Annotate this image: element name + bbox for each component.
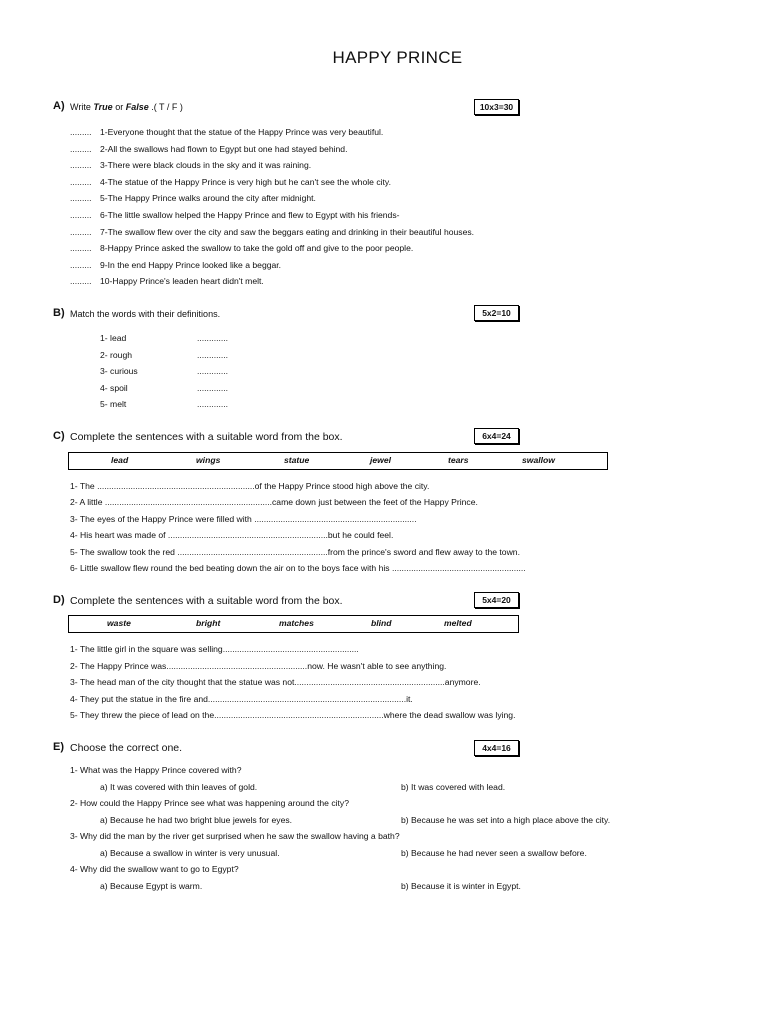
fill-blank-sentence: 4- They put the statue in the fire and...................................................................................it. — [70, 693, 413, 704]
question: 1- What was the Happy Prince covered with? — [70, 765, 242, 775]
answer-blank: ............. — [197, 349, 229, 360]
section-a-instruction — [70, 102, 183, 112]
word-box-word: matches — [279, 618, 314, 628]
page-title: HAPPY PRINCE — [332, 48, 463, 67]
word-box-word: lead — [111, 455, 129, 465]
answer-blank: ......... — [70, 160, 92, 171]
word-box-word: melted — [444, 618, 472, 628]
instr-false: False — [125, 102, 149, 112]
answer-blank: ......... — [70, 226, 92, 237]
question: 2- How could the Happy Prince see what was happening around the city? — [70, 798, 349, 808]
true-false-statement: 5-The Happy Prince walks around the city after midnight. — [100, 193, 316, 204]
fill-blank-sentence: 4- His heart was made of ...................................................................but he could feel. — [70, 530, 394, 541]
section-d-letter: D) — [53, 594, 65, 606]
section-d-word-box — [68, 615, 519, 633]
true-false-statement: 6-The little swallow helped the Happy Prince and flew to Egypt with his friends- — [100, 210, 400, 220]
question: 4- Why did the swallow want to go to Egypt? — [70, 864, 239, 874]
word-box-word: wings — [196, 455, 221, 465]
match-word: 1- lead — [100, 333, 127, 343]
section-b-score: 5x2=10 — [474, 305, 519, 321]
word-box-word: statue — [284, 455, 310, 465]
true-false-statement: 3-There were black clouds in the sky and it was raining. — [100, 160, 312, 171]
answer-blank: ......... — [70, 243, 92, 254]
answer-blank: ............. — [197, 382, 229, 393]
section-d-score: 5x4=20 — [474, 592, 519, 608]
section-c-instruction: Complete the sentences with a suitable word from the box. — [70, 431, 343, 443]
answer-blank: ......... — [70, 193, 92, 204]
option-a: a) Because he had two bright blue jewels for eyes. — [100, 814, 293, 825]
option-a: a) Because Egypt is warm. — [100, 880, 203, 891]
answer-blank: ......... — [70, 143, 92, 154]
instr-or: or — [112, 102, 126, 112]
section-a-score: 10x3=30 — [474, 99, 519, 115]
true-false-statement: 9-In the end Happy Prince looked like a beggar. — [100, 259, 282, 270]
answer-blank: ............. — [197, 333, 229, 343]
word-box-word: jewel — [370, 455, 392, 465]
word-box-word: waste — [107, 618, 131, 628]
true-false-statement: 8-Happy Prince asked the swallow to take the gold off and give to the poor people. — [100, 243, 414, 254]
fill-blank-sentence: 5- They threw the piece of lead on the.......................................................................where the dead swallow was lying. — [70, 710, 516, 721]
section-e-instruction: Choose the correct one. — [70, 742, 183, 754]
answer-blank: ......... — [70, 127, 92, 137]
option-a: a) It was covered with thin leaves of gold. — [100, 781, 258, 792]
instr-tf: .( T / F ) — [148, 102, 183, 112]
option-b: b) It was covered with lead. — [401, 781, 506, 792]
answer-blank: ............. — [197, 399, 229, 409]
answer-blank: ............. — [197, 366, 229, 376]
option-b: b) Because he had never seen a swallow before. — [401, 847, 587, 858]
section-b-letter: B) — [53, 307, 65, 319]
section-c-word-box — [68, 452, 608, 470]
question: 3- Why did the man by the river get surprised when he saw the swallow having a bath? — [70, 831, 400, 841]
true-false-statement: 4-The statue of the Happy Prince is very high but he can't see the whole city. — [100, 176, 391, 187]
word-box-word: blind — [371, 618, 392, 628]
fill-blank-sentence: 1- The little girl in the square was selling......................................................... — [70, 644, 359, 654]
match-word: 5- melt — [100, 399, 127, 409]
section-d-instruction: Complete the sentences with a suitable word from the box. — [70, 595, 343, 607]
answer-blank: ......... — [70, 259, 92, 270]
section-e-letter: E) — [53, 741, 64, 753]
fill-blank-sentence: 1- The ..................................................................of the Happy Prince stood high above the city. — [70, 481, 430, 491]
option-b: b) Because it is winter in Egypt. — [401, 880, 521, 891]
section-c-letter: C) — [53, 430, 65, 442]
true-false-statement: 7-The swallow flew over the city and saw the beggars eating and drinking in their beautiful houses. — [100, 226, 475, 237]
fill-blank-sentence: 3- The eyes of the Happy Prince were filled with .................................................................... — [70, 513, 417, 524]
fill-blank-sentence: 3- The head man of the city thought that the statue was not...............................................................anymore. — [70, 677, 481, 688]
answer-blank: ......... — [70, 210, 92, 220]
match-word: 4- spoil — [100, 382, 128, 393]
section-b-instruction: Match the words with their definitions. — [70, 309, 221, 319]
word-box-word: bright — [196, 618, 221, 628]
section-a-letter: A) — [53, 100, 65, 112]
answer-blank: ......... — [70, 176, 92, 187]
fill-blank-sentence: 5- The swallow took the red ...............................................................from the prince's sword and flew away to the town. — [70, 546, 520, 557]
fill-blank-sentence: 2- The Happy Prince was...........................................................now. He wasn't able to see anything. — [70, 660, 447, 671]
fill-blank-sentence: 6- Little swallow flew round the bed beating down the air on to the boys face with his ........................................................ — [70, 563, 526, 573]
true-false-statement: 10-Happy Prince's leaden heart didn't melt. — [100, 276, 264, 287]
match-word: 2- rough — [100, 349, 133, 360]
answer-blank: ......... — [70, 276, 92, 287]
instr-write: Write — [70, 102, 94, 112]
fill-blank-sentence: 2- A little ......................................................................came down just between the feet of the Happy Prince. — [70, 497, 478, 508]
option-a: a) Because a swallow in winter is very unusual. — [100, 847, 280, 858]
word-box-word: tears — [448, 455, 469, 465]
option-b: b) Because he was set into a high place above the city. — [401, 814, 611, 825]
true-false-statement: 1-Everyone thought that the statue of the Happy Prince was very beautiful. — [100, 127, 384, 137]
match-word: 3- curious — [100, 366, 138, 376]
section-e-score: 4x4=16 — [474, 740, 519, 756]
instr-true: True — [93, 102, 113, 112]
true-false-statement: 2-All the swallows had flown to Egypt but one had stayed behind. — [100, 143, 348, 154]
section-c-score: 6x4=24 — [474, 428, 519, 444]
word-box-word: swallow — [522, 455, 555, 465]
